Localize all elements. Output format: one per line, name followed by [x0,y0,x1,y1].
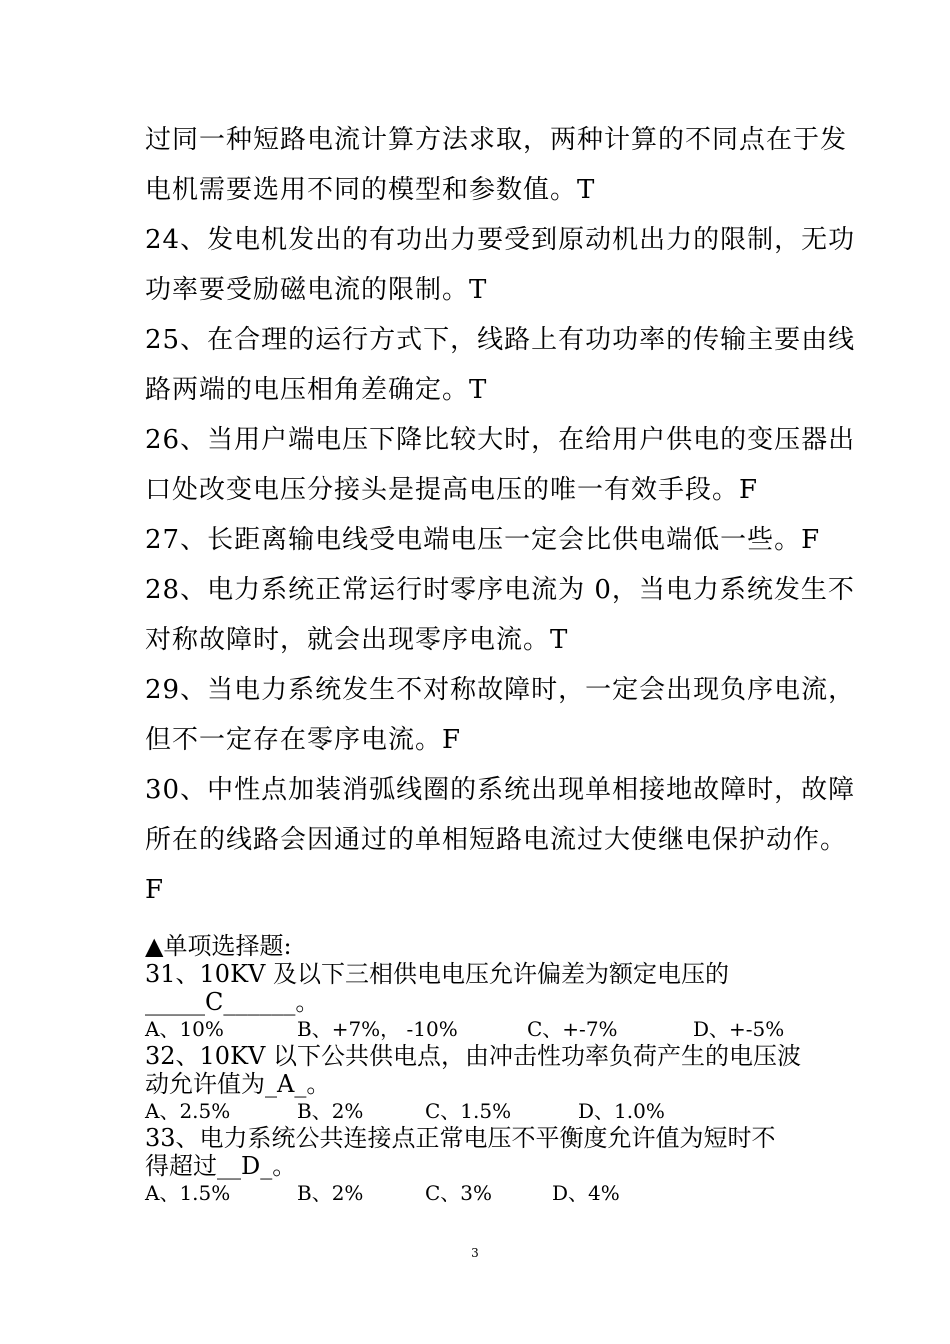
text-line: 26、当用户端电压下降比较大时，在给用户供电的变压器出 [145,425,856,455]
text-line: 28、电力系统正常运行时零序电流为 0，当电力系统发生不 [145,575,855,605]
text-line: 24、发电机发出的有功出力要受到原动机出力的限制，无功 [145,225,856,255]
option-c: C、1.5% [425,1099,512,1123]
question-31-text: 31、10KV 及以下三相供电电压允许偏差为额定电压的 [145,960,729,988]
option-a: A、2.5% [145,1099,231,1123]
text-line: 过同一种短路电流计算方法求取，两种计算的不同点在于发 [145,125,848,155]
text-line: 27、长距离输电线受电端电压一定会比供电端低一些。F [145,525,821,555]
question-32-options [145,1098,825,1124]
section-heading: ▲单项选择题: [145,932,292,960]
text-line: 所在的线路会因通过的单相短路电流过大使继电保护动作。 [145,825,848,855]
text-line: 25、在合理的运行方式下，线路上有功功率的传输主要由线 [145,325,856,355]
question-31-options [145,1016,825,1042]
text-line: 口处改变电压分接头是提高电压的唯一有效手段。F [145,475,759,505]
question-33-blank: 得超过__D_。 [145,1152,297,1180]
option-b: B、+7%， -10% [297,1017,458,1041]
option-c: C、3% [425,1181,493,1205]
multiple-choice-section [145,932,825,1206]
text-line: 30、中性点加装消弧线圈的系统出现单相接地故障时，故障 [145,775,856,805]
true-false-section [145,115,856,915]
text-line: 对称故障时，就会出现零序电流。T [145,625,569,655]
text-line: 29、当电力系统发生不对称故障时，一定会出现负序电流， [145,675,856,705]
option-d: D、+-5% [693,1017,785,1041]
text-line: F [145,875,165,905]
question-32-blank: 动允许值为_A_。 [145,1070,331,1098]
option-b: B、2% [297,1181,364,1205]
text-line: 功率要受励磁电流的限制。T [145,275,488,305]
option-b: B、2% [297,1099,364,1123]
text-line: 路两端的电压相角差确定。T [145,375,488,405]
question-33-text: 33、电力系统公共连接点正常电压不平衡度允许值为短时不 [145,1124,776,1152]
option-d: D、4% [552,1181,620,1205]
question-32-text: 32、10KV 以下公共供电点，由冲击性功率负荷产生的电压波 [145,1042,801,1070]
question-33-options [145,1180,825,1206]
question-31-blank: _____C______。 [145,988,320,1016]
option-a: A、10% [145,1017,224,1041]
text-line: 但不一定存在零序电流。F [145,725,462,755]
option-a: A、1.5% [145,1181,231,1205]
page-number: 3 [471,1246,479,1260]
text-line: 电机需要选用不同的模型和参数值。T [145,175,596,205]
option-d: D、1.0% [578,1099,665,1123]
option-c: C、+-7% [527,1017,618,1041]
